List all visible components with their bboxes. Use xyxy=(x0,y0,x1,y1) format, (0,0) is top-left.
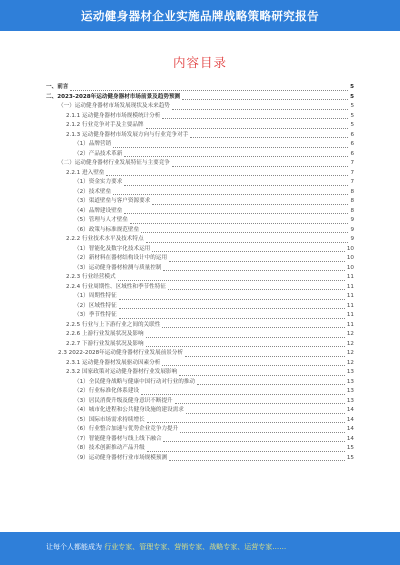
toc-dot-leader xyxy=(169,459,345,461)
toc-entry-page: 9 xyxy=(350,236,354,242)
toc-entry-page: 12 xyxy=(346,340,354,347)
toc-entry[interactable] xyxy=(46,378,354,388)
toc-entry[interactable] xyxy=(46,454,354,464)
toc-entry-label: （5）管理与人才壁垒 xyxy=(74,217,128,223)
toc-entry-label: 2.2.4 行业周期性、区域性和季节性特征 xyxy=(66,283,166,290)
toc-entry[interactable] xyxy=(46,197,354,207)
toc-entry-page: 11 xyxy=(346,293,354,299)
toc-entry-page: 14 xyxy=(346,407,354,413)
toc-entry-label: （3）运动健身器材检测与质量控制 xyxy=(74,264,162,271)
toc-entry[interactable] xyxy=(46,216,354,226)
toc-entry[interactable] xyxy=(46,93,354,103)
toc-entry-label: 2.2.2 行业技术水平及技术特点 xyxy=(66,236,144,242)
toc-entry-label: （4）品牌建设壁垒 xyxy=(74,207,123,214)
toc-entry-page: 5 xyxy=(350,122,354,128)
toc-entry[interactable] xyxy=(46,159,354,169)
toc-entry-page: 11 xyxy=(346,302,354,309)
toc-entry[interactable] xyxy=(46,83,354,93)
toc-dot-leader xyxy=(169,260,345,262)
toc-entry-label: 2.3.2 国家政策对运动健身器材行业发展影响 xyxy=(66,369,178,375)
toc-entry-label: 二、2023-2028年运动健身器材市场前景及趋势预测 xyxy=(46,93,181,100)
toc-entry-label: （3）季节性特征 xyxy=(74,312,117,318)
toc-entry-label: （9）运动健身器材行业市场规模预测 xyxy=(74,454,168,461)
toc-entry-page: 14 xyxy=(346,435,354,442)
toc-entry-label: （2）行业标准化体系建设 xyxy=(74,388,140,394)
toc-entry-label: （1）品牌营销 xyxy=(74,141,112,147)
toc-entry-page: 13 xyxy=(346,397,354,404)
toc-dot-leader xyxy=(152,250,345,252)
toc-dot-leader xyxy=(146,336,345,338)
toc-dot-leader xyxy=(180,431,345,433)
toc-entry-label: 2.3.1 运动健身器材发展驱动因素分析 xyxy=(66,359,161,366)
toc-entry-label: （3）居民消费升级及健身意识不断提升 xyxy=(74,397,173,404)
toc-entry[interactable] xyxy=(46,302,354,312)
toc-dot-leader xyxy=(113,193,348,195)
toc-entry-label: 2.2.5 行业与上下游行业之间的关联性 xyxy=(66,321,161,328)
toc-entry[interactable] xyxy=(46,235,354,245)
toc-dot-leader xyxy=(70,89,348,91)
toc-dot-leader xyxy=(185,355,345,357)
toc-entry-label: （1）全民健身战略与健康中国行动对行业的推动 xyxy=(74,378,196,385)
toc-dot-leader xyxy=(172,165,349,167)
toc-entry-page: 7 xyxy=(350,169,354,176)
toc-dot-leader xyxy=(162,117,348,119)
toc-dot-leader xyxy=(182,98,348,100)
toc-entry-label: （2）区域性特征 xyxy=(74,302,117,309)
toc-entry-label: （6）行业整合加速与优势企业竞争力提升 xyxy=(74,426,179,432)
toc-dot-leader xyxy=(146,241,349,243)
toc-entry-page: 14 xyxy=(346,416,354,423)
toc-dot-leader xyxy=(163,269,344,271)
toc-entry-page: 12 xyxy=(346,359,354,366)
toc-entry-label: 2.2.1 进入壁垒 xyxy=(66,169,105,176)
table-of-contents xyxy=(46,83,354,463)
toc-entry-page: 5 xyxy=(350,112,354,119)
toc-entry-page: 11 xyxy=(346,283,354,290)
toc-entry-label: 2.1.1 运动健身器材市场规模统计分析 xyxy=(66,112,161,119)
toc-entry[interactable] xyxy=(46,425,354,435)
toc-entry-label: （2）新材料在器材结构设计中的运用 xyxy=(74,255,168,261)
toc-dot-leader xyxy=(119,298,345,300)
toc-entry-page: 15 xyxy=(346,454,354,461)
footer-slogan-prefix: 让每个人都能成为 xyxy=(46,543,102,551)
toc-entry[interactable] xyxy=(46,150,354,160)
toc-entry-page: 11 xyxy=(346,274,354,280)
toc-dot-leader xyxy=(130,222,349,224)
report-title: 运动健身器材企业实施品牌战略策略研究报告 xyxy=(81,8,319,23)
toc-entry-page: 6 xyxy=(350,150,354,157)
toc-entry-page: 7 xyxy=(350,179,354,185)
toc-entry-label: 2.2.3 行业经营模式 xyxy=(66,274,116,280)
toc-entry-page: 8 xyxy=(350,188,354,195)
toc-dot-leader xyxy=(106,174,348,176)
footer-bar xyxy=(0,532,400,565)
toc-entry[interactable] xyxy=(46,416,354,426)
toc-entry[interactable] xyxy=(46,188,354,198)
toc-entry-page: 5 xyxy=(350,103,354,109)
toc-entry[interactable] xyxy=(46,178,354,188)
toc-entry[interactable] xyxy=(46,311,354,321)
toc-entry[interactable] xyxy=(46,340,354,350)
toc-entry-page: 5 xyxy=(350,84,354,90)
toc-dot-leader xyxy=(152,203,348,205)
toc-dot-leader xyxy=(190,136,348,138)
toc-entry-label: （7）智能健身器材与线上线下融合 xyxy=(74,435,162,442)
toc-dot-leader xyxy=(146,345,345,347)
toc-entry[interactable] xyxy=(46,435,354,445)
toc-dot-leader xyxy=(146,127,349,129)
toc-entry-label: （4）城市化进程和公共健身设施的建设需求 xyxy=(74,407,184,413)
toc-entry[interactable] xyxy=(46,140,354,150)
toc-entry-label: （5）国际市场需求持续增长 xyxy=(74,416,145,423)
toc-entry-label: 一、前言 xyxy=(46,84,69,90)
toc-entry[interactable] xyxy=(46,226,354,236)
toc-entry-page: 10 xyxy=(346,255,354,261)
toc-entry[interactable] xyxy=(46,387,354,397)
toc-dot-leader xyxy=(113,146,348,148)
toc-entry-page: 11 xyxy=(346,321,354,328)
toc-entry[interactable] xyxy=(46,264,354,274)
toc-dot-leader xyxy=(141,231,348,233)
toc-entry[interactable] xyxy=(46,321,354,331)
toc-entry-label: （8）技术创新推动产品升级 xyxy=(74,445,145,451)
toc-entry-page: 10 xyxy=(346,245,354,252)
toc-dot-leader xyxy=(147,421,345,423)
toc-dot-leader xyxy=(168,288,345,290)
toc-dot-leader xyxy=(119,307,345,309)
toc-entry-label: （2）技术壁垒 xyxy=(74,188,112,195)
toc-entry-label: 2.1.2 行业竞争对手及主要品牌 xyxy=(66,122,144,128)
toc-entry-label: 2.1.3 运动健身器材市场发展方向与行业竞争对手 xyxy=(66,131,189,138)
toc-dot-leader xyxy=(197,383,345,385)
toc-entry-page: 8 xyxy=(350,198,354,204)
toc-dot-leader xyxy=(163,440,344,442)
toc-entry-label: 2.2.7 下游行业发展状况及影响 xyxy=(66,340,144,347)
toc-entry-page: 9 xyxy=(350,226,354,233)
toc-dot-leader xyxy=(162,326,345,328)
toc-entry-page: 6 xyxy=(350,141,354,147)
toc-entry-page: 6 xyxy=(350,131,354,138)
toc-entry-page: 13 xyxy=(346,369,354,375)
toc-entry[interactable] xyxy=(46,292,354,302)
toc-entry-label: （二）运动健身器材行业发展特征与主要竞争 xyxy=(58,160,170,166)
toc-entry-label: （1）资金实力要求 xyxy=(74,179,123,185)
toc-dot-leader xyxy=(141,393,345,395)
toc-entry-label: （2）产品技术革新 xyxy=(74,150,123,157)
toc-dot-leader xyxy=(162,364,345,366)
toc-entry[interactable] xyxy=(46,406,354,416)
toc-entry[interactable] xyxy=(46,112,354,122)
toc-entry-page: 11 xyxy=(346,312,354,318)
toc-entry-page: 9 xyxy=(350,217,354,223)
toc-entry[interactable] xyxy=(46,273,354,283)
toc-entry-page: 5 xyxy=(350,93,354,100)
toc-dot-leader xyxy=(118,279,345,281)
toc-dot-leader xyxy=(175,402,345,404)
toc-dot-leader xyxy=(124,155,348,157)
toc-dot-leader xyxy=(186,412,345,414)
toc-entry[interactable] xyxy=(46,444,354,454)
toc-entry-label: （1）智能化及数字化技术运用 xyxy=(74,245,151,252)
toc-dot-leader xyxy=(119,317,345,319)
toc-dot-leader xyxy=(179,374,345,376)
toc-entry[interactable] xyxy=(46,245,354,255)
toc-dot-leader xyxy=(124,184,348,186)
toc-entry-label: 2.2.6 上游行业发展状况及影响 xyxy=(66,331,144,337)
toc-entry-page: 14 xyxy=(346,426,354,432)
toc-entry-page: 10 xyxy=(346,264,354,271)
toc-entry[interactable] xyxy=(46,207,354,217)
toc-entry[interactable] xyxy=(46,397,354,407)
toc-entry[interactable] xyxy=(46,349,354,359)
toc-entry-label: （1）周期性特征 xyxy=(74,293,117,299)
toc-entry-page: 13 xyxy=(346,378,354,385)
toc-entry-page: 13 xyxy=(346,388,354,394)
toc-dot-leader xyxy=(172,108,349,110)
toc-entry[interactable] xyxy=(46,121,354,131)
report-header-bar xyxy=(0,0,400,31)
toc-entry-page: 7 xyxy=(350,160,354,166)
toc-entry[interactable] xyxy=(46,254,354,264)
toc-entry-page: 15 xyxy=(346,445,354,451)
footer-slogan xyxy=(46,542,286,552)
toc-entry-label: （3）渠道壁垒与客户资源要求 xyxy=(74,198,151,204)
toc-entry-label: 2.3 2022-2028年运动健身器材行业发展前景分析 xyxy=(58,350,184,356)
toc-dot-leader xyxy=(124,212,348,214)
toc-entry[interactable] xyxy=(46,330,354,340)
toc-dot-leader xyxy=(147,450,345,452)
toc-title: 内容目录 xyxy=(172,55,227,70)
toc-entry[interactable] xyxy=(46,102,354,112)
toc-entry[interactable] xyxy=(46,283,354,293)
toc-entry-label: （6）政策与标准规范壁垒 xyxy=(74,226,140,233)
toc-entry[interactable] xyxy=(46,368,354,378)
toc-entry[interactable] xyxy=(46,359,354,369)
toc-entry-page: 8 xyxy=(350,207,354,214)
footer-slogan-highlight: 行业专家、管理专家、营销专家、战略专家、运营专家…… xyxy=(104,543,287,551)
toc-entry-page: 12 xyxy=(346,331,354,337)
toc-entry-page: 12 xyxy=(346,350,354,356)
toc-entry-label: （一）运动健身器材市场发展现状及未来趋势 xyxy=(58,103,170,109)
toc-entry[interactable] xyxy=(46,131,354,141)
toc-entry[interactable] xyxy=(46,169,354,179)
